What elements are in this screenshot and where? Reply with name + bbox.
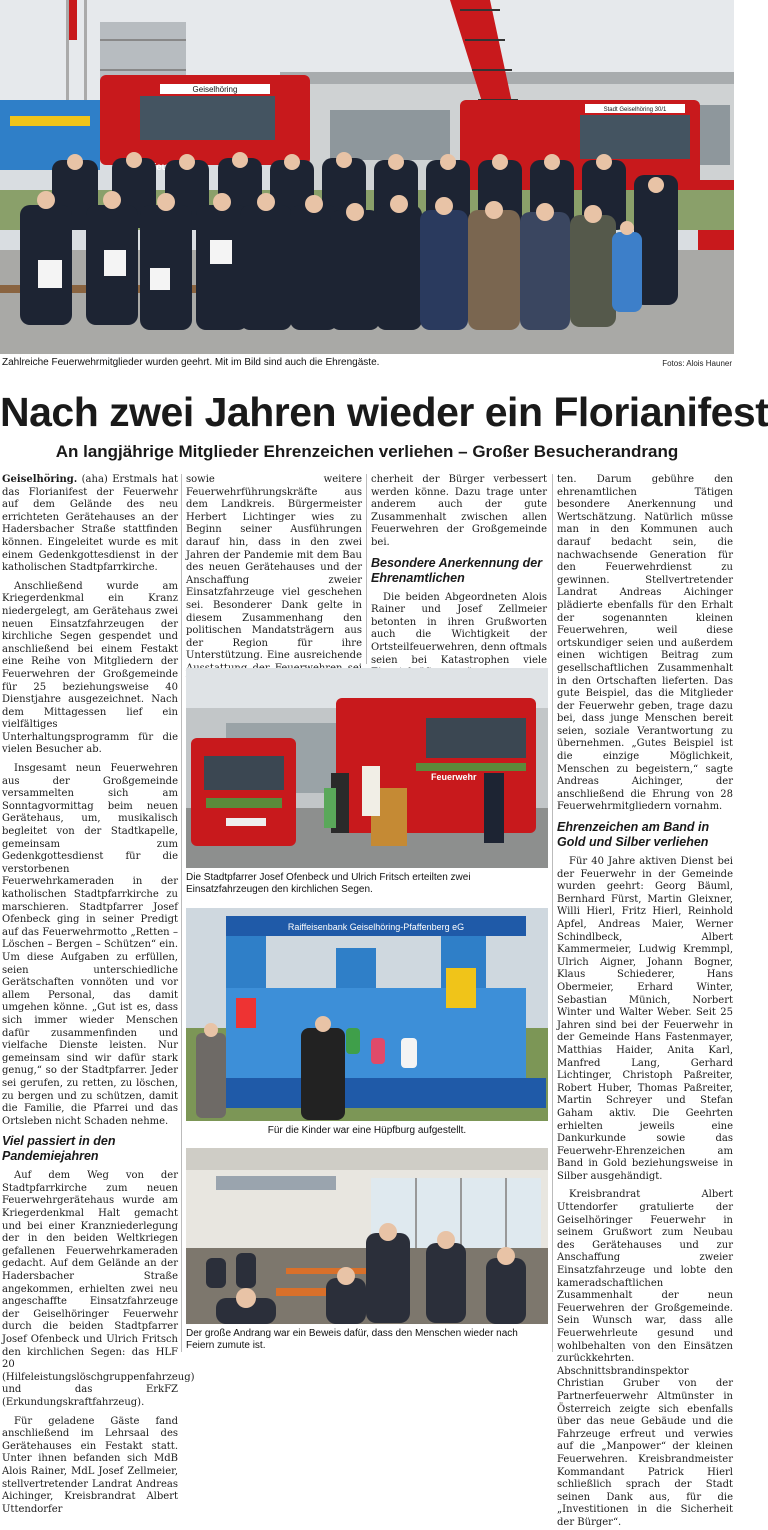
- group-photo-caption: Zahlreiche Feuerwehrmitglieder wurden geehrt. Mit im Bild sind auch die Ehrengäste.: [2, 357, 380, 368]
- article-column-1: [2, 474, 195, 1515]
- castle-banner: Raiffeisenbank Geiselhöring-Pfaffenberg eG: [287, 922, 465, 932]
- paragraph: ten. Darum gebühre den ehrenamtlichen Tätigen besondere Anerkennung und Wertschätzung. Natürlich müsse man in den Kommunen auch darauf bedacht sein, die nachwachsende Generation für den Feuerwehrdienst zu gewinnen. Stellvertretender Landrat Andreas Aichinger plädierte ebenfalls für den Erhalt der sogenannten kleinen Feuerwehren, weil diese ortskundiger seien und außerdem einen wichtigen Beitrag zum gesellschaftlichen Zusammenhalt in den Ortschaften lieferten. Das gute Beispiel, das die Mitglieder der Feuerwehr geben, trage dazu bei, dass junge Menschen bereit seien, soziale Verantwortung zu übernehmen. „Gutes Beispiel ist die einzige Möglichkeit, Menschen zu begeistern,“ sagte Andreas Aichinger, der anschließend die Ehrung von 28 Feuerwehrmitgliedern vornahm.: [557, 474, 733, 813]
- festival-hall-photo: [186, 1148, 548, 1324]
- article-column-4: [557, 474, 733, 1528]
- paragraph: Die beiden Abgeordneten Alois Rainer und Josef Zellmeier betonten in ihren Grußworten auch die Wichtigkeit der Ortsteilfeuerwehren, denn oftmals seien bei Katastrophen viele: [371, 591, 547, 666]
- section-heading: Viel passiert in den Pandemiejahren: [2, 1134, 116, 1164]
- paragraph: Kreisbrandrat Albert Uttendorfer gratulierte der Geiselhöringer Feuerwehr in seinem Grußwort zum Neubau des Gerätehauses und zur Anschaffung zweier Einsatzfahrzeuge und lobte den kameradschaftlichen Zusammenhalt der neun Feuerwehren der Großgemeinde. Sein Wunsch war, dass alle Feuerwehrleute gesund und wohlbehalten von den Einsätzen zurückkehrten. Abschnittsbrandinspektor Christian Gruber von der Partnerfeuerwehr Altmünster in Österreich zeigte sich ebenfalls über das neue Gebäude und die Fahrzeuge erfreut und verwies auf die „Manpower“ der kleinen Feuerwehren. Kreisbrandmeister Kommandant Patrick Hierl schließlich sprach der Stadt seinen Dank aus, für die „Investitionen in die Sicherheit der Bürger“.: [557, 1189, 733, 1528]
- article-column-2: [186, 474, 362, 664]
- blessing-photo: [186, 668, 548, 868]
- group-photo-image: [0, 0, 734, 354]
- column-divider: [366, 474, 367, 664]
- paragraph: sowie weitere Feuerwehrführungskräfte aus dem Landkreis. Bürgermeister Herbert Lichtinger wies zu Beginn seiner Ausführungen darauf hin, dass in den zwei Jahren der Pandemie mit dem Bau des neuen Gerätehauses und der Anschaffung zweier Einsatzfahrzeuge viel geschehen sei. Besonderer Dank gelte in diesem Zusammenhang den politischen Mandatsträgern aus der Region für ihre Unterstützung. Eine ausreichende: [186, 474, 362, 662]
- truck-right-label: Stadt Geiselhöring 30/1: [603, 107, 667, 113]
- paragraph: cherheit der Bürger verbessert werden könne. Dazu trage unter anderem auch der gute Zusammenhalt zwischen allen Feuerwehren der Großgemeinde bei.: [371, 474, 547, 548]
- photo-credit: Fotos: Alois Hauner: [662, 359, 732, 368]
- blessing-photo-image: [186, 668, 548, 868]
- bouncy-castle-caption: Für die Kinder war eine Hüpfburg aufgestellt.: [267, 1125, 467, 1136]
- paragraph: Für 40 Jahre aktiven Dienst bei der Feuerwehr in der Gemeinde wurden geehrt: Georg Bäuml, Bernhard Fürst, Martin Gleixner, Willi Hierl, Fritz Hierl, Reinhold Apfel, Andreas Maier, Werner Schindlbeck, Albert Kammermeier, Ludwig Kremmpl, Ulrich Aigner, Johann Bogner, Klaus Schiederer, Hans Obermeier, Erhard Winter, Sebastian Münich, Norbert Winter und Walter Weber. Seit 25 Jahren sind bei der Feuerwehr in der Gemeinde Hans Fastenmayer, Matthias Haider, Anita Karl, Manfred Lang, Gerhard Lichtinger, Christoph Paßreiter, Robert Huber, Thomas Paßreiter, Martin Schreyer und Stefan Gaham aktiv. Die Geehrten erhielten jeweils eine Dankurkunde sowie das Feuerwehr-Ehrenzeichen am Band in Gold beziehungsweise in Silber ausgehändigt.: [557, 856, 733, 1182]
- paragraph: [2, 474, 178, 575]
- festival-hall-photo-image: [186, 1148, 548, 1324]
- paragraph: Auf dem Weg von der Stadtpfarrkirche zum neuen Feuerwehrgerätehaus wurde am Kriegerdenkmal Halt gemacht und bei einer Kranzniederlegung der in den beiden Weltkriegen gefallenen Feuerwehrkameraden gedacht. Auf dem Gelände an der Hadersbacher Straße angekommen, erhielten zwei neu angeschaffte Einsatzfahrzeuge der Geiselhöringer Feuerwehr durch die beiden Stadtpfarrer Josef Ofenbeck und Ulrich Fritsch den kirchlichen Segen: das HLF 20 (Hilfeleistungslöschgruppenfahrzeug) und das ErkFZ (Erkundungskraftfahrzeug).: [2, 1170, 195, 1408]
- section-heading: Besondere Anerkennung der Ehrenamtlichen: [371, 555, 543, 585]
- group-photo: [0, 0, 734, 354]
- truck-sign: Feuerwehr: [431, 772, 477, 782]
- section-heading: Ehrenzeichen am Band in Gold und Silber verliehen: [557, 820, 710, 850]
- paragraph: Insgesamt neun Feuerwehren aus der Großgemeinde versammelten sich am Sonntagvormittag beim neuen Gerätehaus, um, musikalisch begleitet von der Stadtkapelle, gemeinsam zum Gedenkgottesdienst für die verstorbenen Feuerwehrkameraden in der katholischen Stadtpfarrkirche zu marschieren. Stadtpfarrer Josef Ofenbeck ging in seiner Predigt auf das Feuerwehrmotto „Retten – Löschen – Bergen – Schützen“ ein. Um diese Aufgaben zu erfüllen, seien unterschiedliche Gerätschaften vonnöten und vor allem Personal, das damit umgehen könne. „Gut ist es, dass sich immer wieder Menschen dafür zusammenfinden und vielfache Dienste leisten. Nur gemeinsam sind wir dafür stark genug,“ so der Stadtpfarrer. Jeder sei gerufen, zu retten, zu löschen, zu bergen und zu schützen, damit die Familie, die Pfarrei und das Ortsleben nicht Schaden nehme.: [2, 763, 178, 1127]
- column-divider: [552, 474, 553, 1352]
- article-column-3: [371, 474, 547, 664]
- blessing-photo-caption: Die Stadtpfarrer Josef Ofenbeck und Ulrich Fritsch erteilten zwei Einsatzfahrzeugen den kirchlichen Segen.: [186, 872, 471, 895]
- dateline: Geiselhöring.: [2, 474, 78, 485]
- festival-hall-caption: Der große Andrang war ein Beweis dafür, dass den Menschen wieder nach Feiern zumute ist.: [186, 1328, 518, 1351]
- paragraph-text: (aha) Erstmals hat das Florianifest der Feuerwehr auf dem Gelände des neu errichteten Gerätehauses an der Hadersbacher Straße stattfinden können. Eingeleitet wurde es mit einem Gedenkgottesdienst in der katholischen Stadtpfarrkirche.: [2, 474, 178, 574]
- headline: Nach zwei Jahren wieder ein Florianifest: [0, 389, 768, 435]
- bouncy-castle-photo: [186, 908, 548, 1121]
- paragraph: Anschließend wurde am Kriegerdenkmal ein Kranz niedergelegt, am Gerätehaus zwei neuen Einsatzfahrzeugen der kirchliche Segen gespendet und anschließend bei einem Festakt eine Reihe von Mitgliedern der Feuerwehren der Großgemeinde für 25 beziehungsweise 40 Dienstjahre ausgezeichnet. Nach dem Mittagessen lief ein vielfältiges Unterhaltungsprogramm für die vielen Besucher ab.: [2, 580, 178, 756]
- bouncy-castle-photo-image: [186, 908, 548, 1121]
- truck-left-label: Geiselhöring: [192, 85, 238, 94]
- column-divider: [181, 474, 182, 1352]
- subheadline: An langjährige Mitglieder Ehrenzeichen verliehen – Großer Besucherandrang: [55, 442, 679, 461]
- paragraph: Für geladene Gäste fand anschließend im Lehrsaal des Gerätehauses ein Festakt statt. Unter ihnen befanden sich MdB Alois Rainer, MdL Josef Zellmeier, stellvertretender Landrat Andreas Aichinger, Kreisbrandrat Albert Uttendorfer: [2, 1415, 178, 1515]
